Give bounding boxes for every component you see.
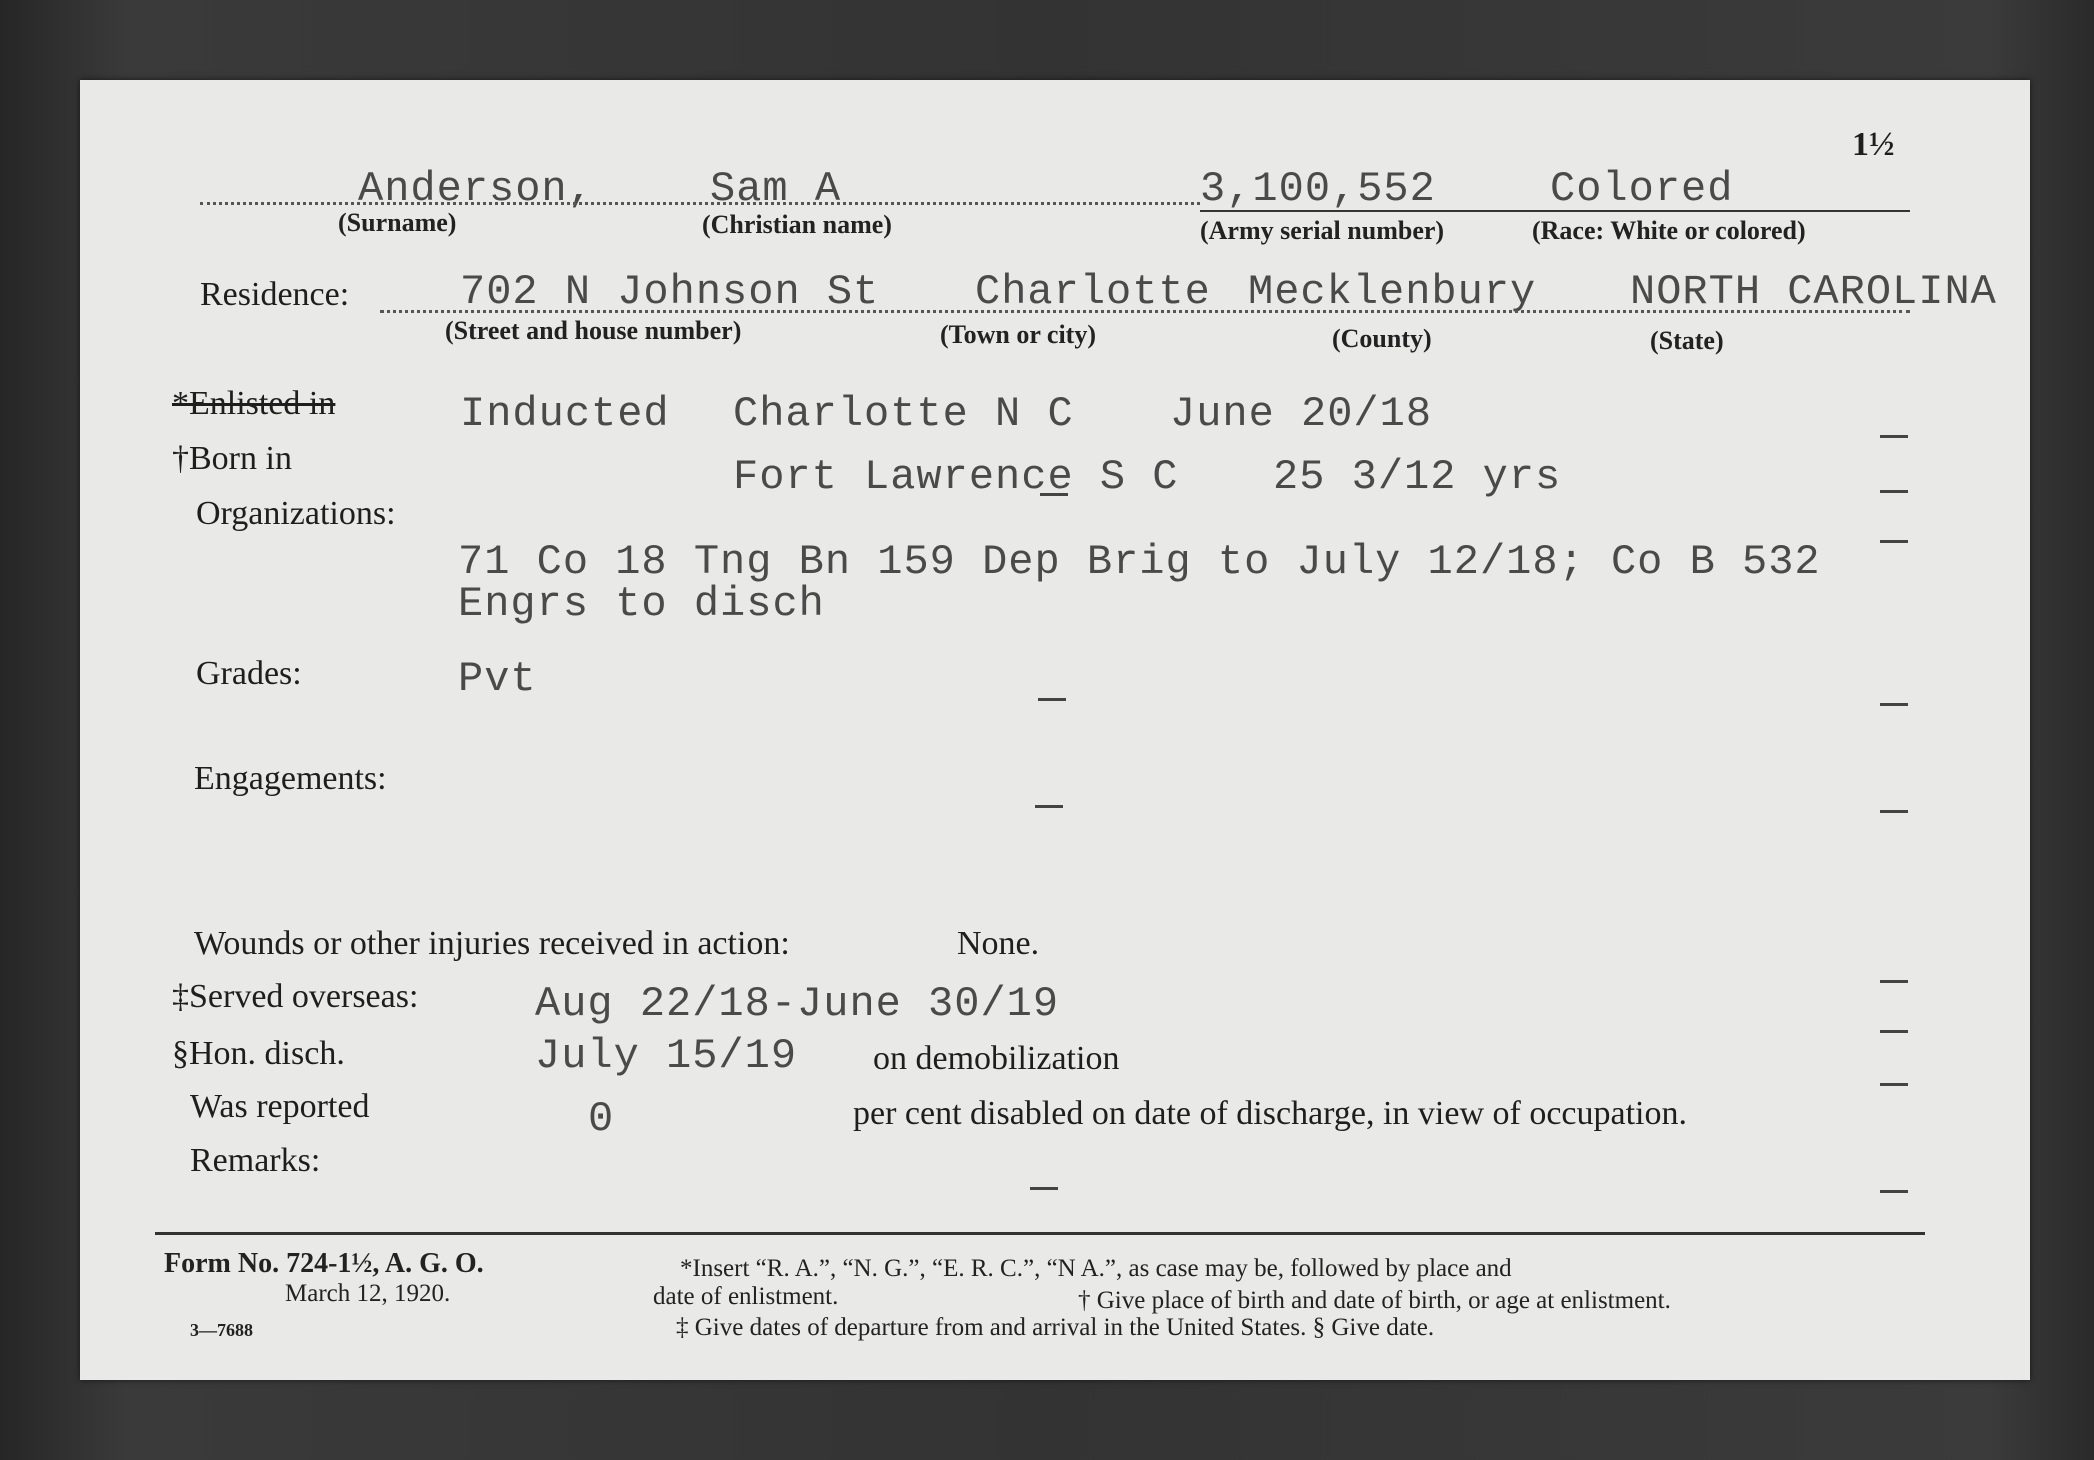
serial-number-value: 3,100,552: [1200, 165, 1436, 213]
was-reported-label: Was reported: [190, 1088, 370, 1125]
service-record-card: [80, 80, 2030, 1380]
tick-mark: [1880, 703, 1908, 706]
enlisted-label: *Enlisted in: [172, 385, 336, 422]
grades-value: Pvt: [458, 655, 537, 703]
state-caption: (State): [1650, 326, 1724, 355]
tick-mark: [1880, 810, 1908, 813]
born-place: Fort Lawrence S C: [733, 453, 1179, 501]
tick-mark: [1880, 1083, 1908, 1086]
tick-mark: [1038, 698, 1066, 701]
race-caption: (Race: White or colored): [1532, 216, 1806, 245]
served-overseas-value: Aug 22/18-June 30/19: [535, 980, 1060, 1028]
tick-mark: [1880, 980, 1908, 983]
footnote-overseas: ‡ Give dates of departure from and arrival in the United States. § Give date.: [676, 1314, 1435, 1341]
christian-name-caption: (Christian name): [702, 210, 892, 239]
christian-name-value: Sam A: [710, 165, 842, 213]
print-code: 3—7688: [190, 1320, 253, 1340]
hon-disch-label: §Hon. disch.: [172, 1035, 345, 1072]
form-page-number: 1½: [1852, 126, 1895, 163]
form-date: March 12, 1920.: [285, 1280, 451, 1307]
enlisted-place: Charlotte N C: [733, 390, 1074, 438]
header-dotted-line: [200, 202, 1200, 205]
form-number: Form No. 724-1½, A. G. O.: [164, 1248, 484, 1279]
enlisted-date: June 20/18: [1170, 390, 1433, 438]
served-overseas-label: ‡Served overseas:: [172, 978, 419, 1015]
enlisted-type: Inducted: [460, 390, 670, 438]
hon-disch-reason: on demobilization: [873, 1040, 1120, 1077]
surname-caption: (Surname): [338, 208, 457, 237]
organizations-line-2: Engrs to disch: [458, 580, 825, 628]
residence-county: Mecklenbury: [1248, 268, 1537, 316]
born-label: †Born in: [172, 440, 292, 477]
organizations-label: Organizations:: [196, 495, 396, 532]
organizations-line-1: 71 Co 18 Tng Bn 159 Dep Brig to July 12/18; Co B 532: [458, 538, 1821, 586]
wounds-value: None.: [957, 925, 1040, 962]
tick-mark: [1880, 435, 1908, 438]
footer-rule: [155, 1232, 1925, 1235]
residence-street: 702 N Johnson St: [460, 268, 880, 316]
city-caption: (Town or city): [940, 320, 1096, 349]
residence-label: Residence:: [200, 276, 350, 313]
wounds-label: Wounds or other injuries received in action:: [194, 925, 790, 962]
residence-dotted-line: [380, 310, 1910, 313]
hon-disch-date: July 15/19: [535, 1032, 798, 1080]
tick-mark: [1035, 805, 1063, 808]
footnote-birth: † Give place of birth and date of birth, or age at enlistment.: [1078, 1287, 1671, 1314]
tick-mark: [1880, 1190, 1908, 1193]
tick-mark: [1030, 1187, 1058, 1190]
serial-number-caption: (Army serial number): [1200, 216, 1445, 245]
residence-state: NORTH CAROLINA: [1630, 268, 1997, 316]
disability-percent: 0: [588, 1095, 615, 1143]
engagements-label: Engagements:: [194, 760, 387, 797]
grades-label: Grades:: [196, 655, 302, 692]
tick-mark: [1880, 1030, 1908, 1033]
tick-mark: [1880, 490, 1908, 493]
footnote-enlistment: date of enlistment.: [653, 1283, 839, 1310]
surname-value: Anderson,: [358, 165, 594, 213]
county-caption: (County): [1332, 324, 1432, 353]
street-caption: (Street and house number): [445, 316, 742, 345]
tick-mark: [1880, 540, 1908, 543]
residence-city: Charlotte: [975, 268, 1211, 316]
disability-statement: per cent disabled on date of discharge, in view of occupation.: [853, 1095, 1687, 1132]
tick-mark: [1040, 493, 1068, 496]
born-age: 25 3/12 yrs: [1273, 453, 1562, 501]
remarks-label: Remarks:: [190, 1142, 321, 1179]
header-rule: [1200, 210, 1910, 212]
race-value: Colored: [1550, 165, 1734, 213]
footnote-insert: *Insert “R. A.”, “N. G.”, “E. R. C.”, “N A.”, as case may be, followed by place and: [680, 1255, 1512, 1282]
